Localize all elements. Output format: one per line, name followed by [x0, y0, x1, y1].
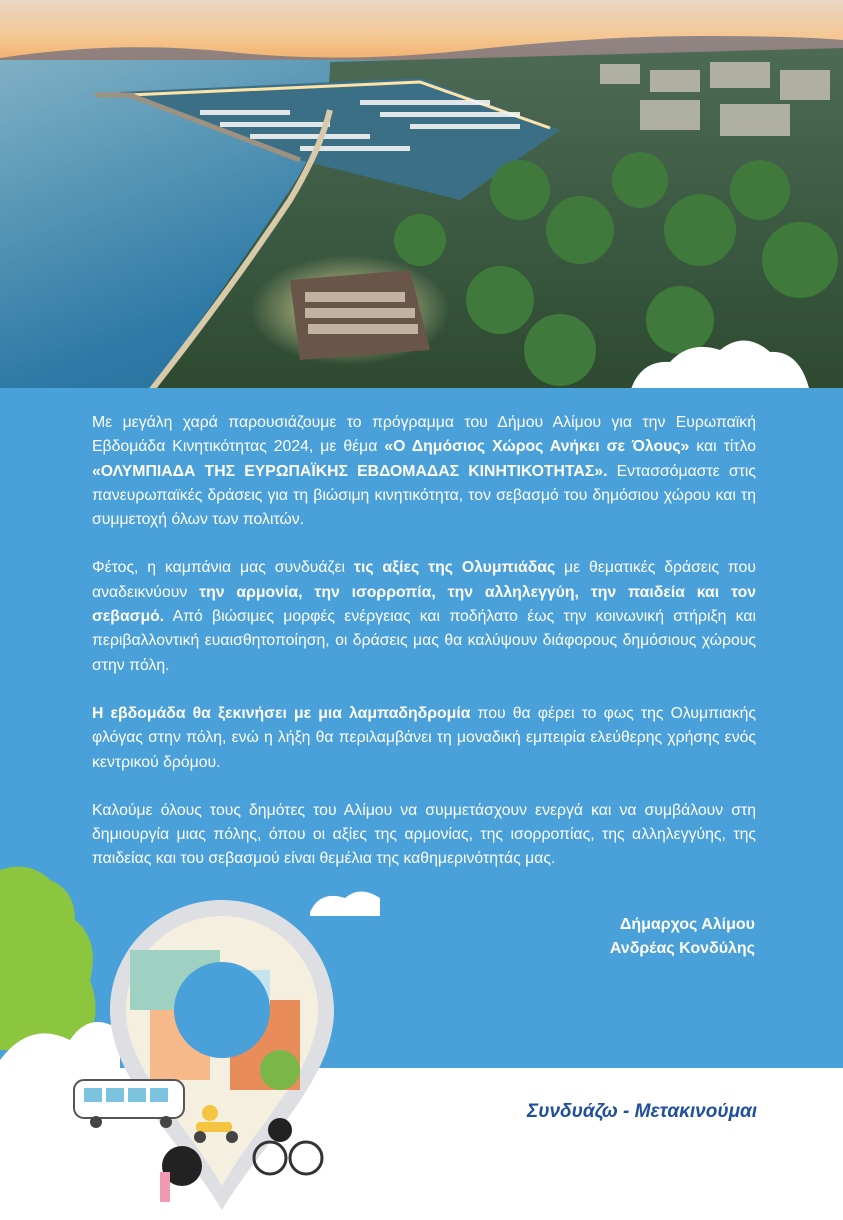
bold-phrase: Η εβδομάδα θα ξεκινήσει με μια λαμπαδηδρομία — [92, 704, 471, 722]
bold-phrase: «ΟΛΥΜΠΙΑΔΑ ΤΗΣ ΕΥΡΩΠΑΪΚΗΣ ΕΒΔΟΜΑΔΑΣ ΚΙΝΗΤΙΚΟΤΗΤΑΣ». — [92, 462, 608, 480]
mayor-title: Δήμαρχος Αλίμου — [619, 916, 755, 933]
text-run: Καλούμε όλους τους δημότες του Αλίμου να συμμετάσχουν ενεργά και να συμβάλουν στη δημιουργία μιας πόλης, όπου οι αξίες της αρμονίας, της ισορροπίας, της αλληλεγγύης, της παιδείας και του σεβασμού είναι θεμέλια της καθημερινότητάς μας. — [92, 801, 756, 868]
bold-phrase: τις αξίες της Ολυμπιάδας — [353, 559, 556, 577]
text-run: με θεματικές δράσεις που αναδεικνύουν — [92, 559, 756, 601]
bold-phrase: «Ο Δημόσιος Χώρος Ανήκει σε Όλους» — [384, 438, 690, 456]
text-run: Με μεγάλη χαρά παρουσιάζουμε το πρόγραμμα του Δήμου Αλίμου για την Ευρωπαϊκή Εβδομάδα Κινητικότητας 2024, με θέμα — [92, 414, 756, 456]
hero-aerial-photo — [0, 0, 843, 392]
text-run: Από βιώσιμες μορφές ενέργειας και ποδήλατο έως την κοινωνική στήριξη και περιβαλλοντική ευαισθητοποίηση, οι δράσεις μας θα καλύψουν διάφορους δημόσιους χώρους στην πόλη. — [92, 608, 756, 674]
aerial-marina-photo-icon — [0, 0, 843, 392]
slogan: Συνδυάζω - Μετακινούμαι — [527, 1101, 758, 1122]
mayor-name: Ανδρέας Κονδύλης — [609, 940, 755, 957]
text-run: και τίτλο — [689, 438, 757, 456]
paragraph-3 — [92, 702, 756, 775]
paragraph-2 — [92, 556, 756, 677]
text-run: Φέτος, η καμπάνια μας συνδυάζει — [92, 559, 354, 577]
intro-text — [92, 411, 756, 896]
paragraph-1 — [92, 411, 756, 532]
text-run: που θα φέρει το φως της Ολυμπιακής φλόγας στην πόλη, ενώ η λήξη θα περιλαμβάνει τη μοναδική εμπειρία ελεύθερης χρήσης ενός κεντρικού δρόμου. — [92, 704, 756, 771]
signature-block — [610, 913, 755, 961]
location-pin-illustration-icon — [0, 860, 380, 1220]
bold-phrase: την αρμονία, την ισορροπία, την αλληλεγγύη, την παιδεία και τον σεβασμό. — [92, 583, 757, 626]
text-run: Εντασσόμαστε στις πανευρωπαϊκές δράσεις για τη βιώσιμη κινητικότητα, τον σεβασμό του δημόσιου χώρου και τη συμμετοχή όλων των πολιτών. — [92, 462, 756, 529]
